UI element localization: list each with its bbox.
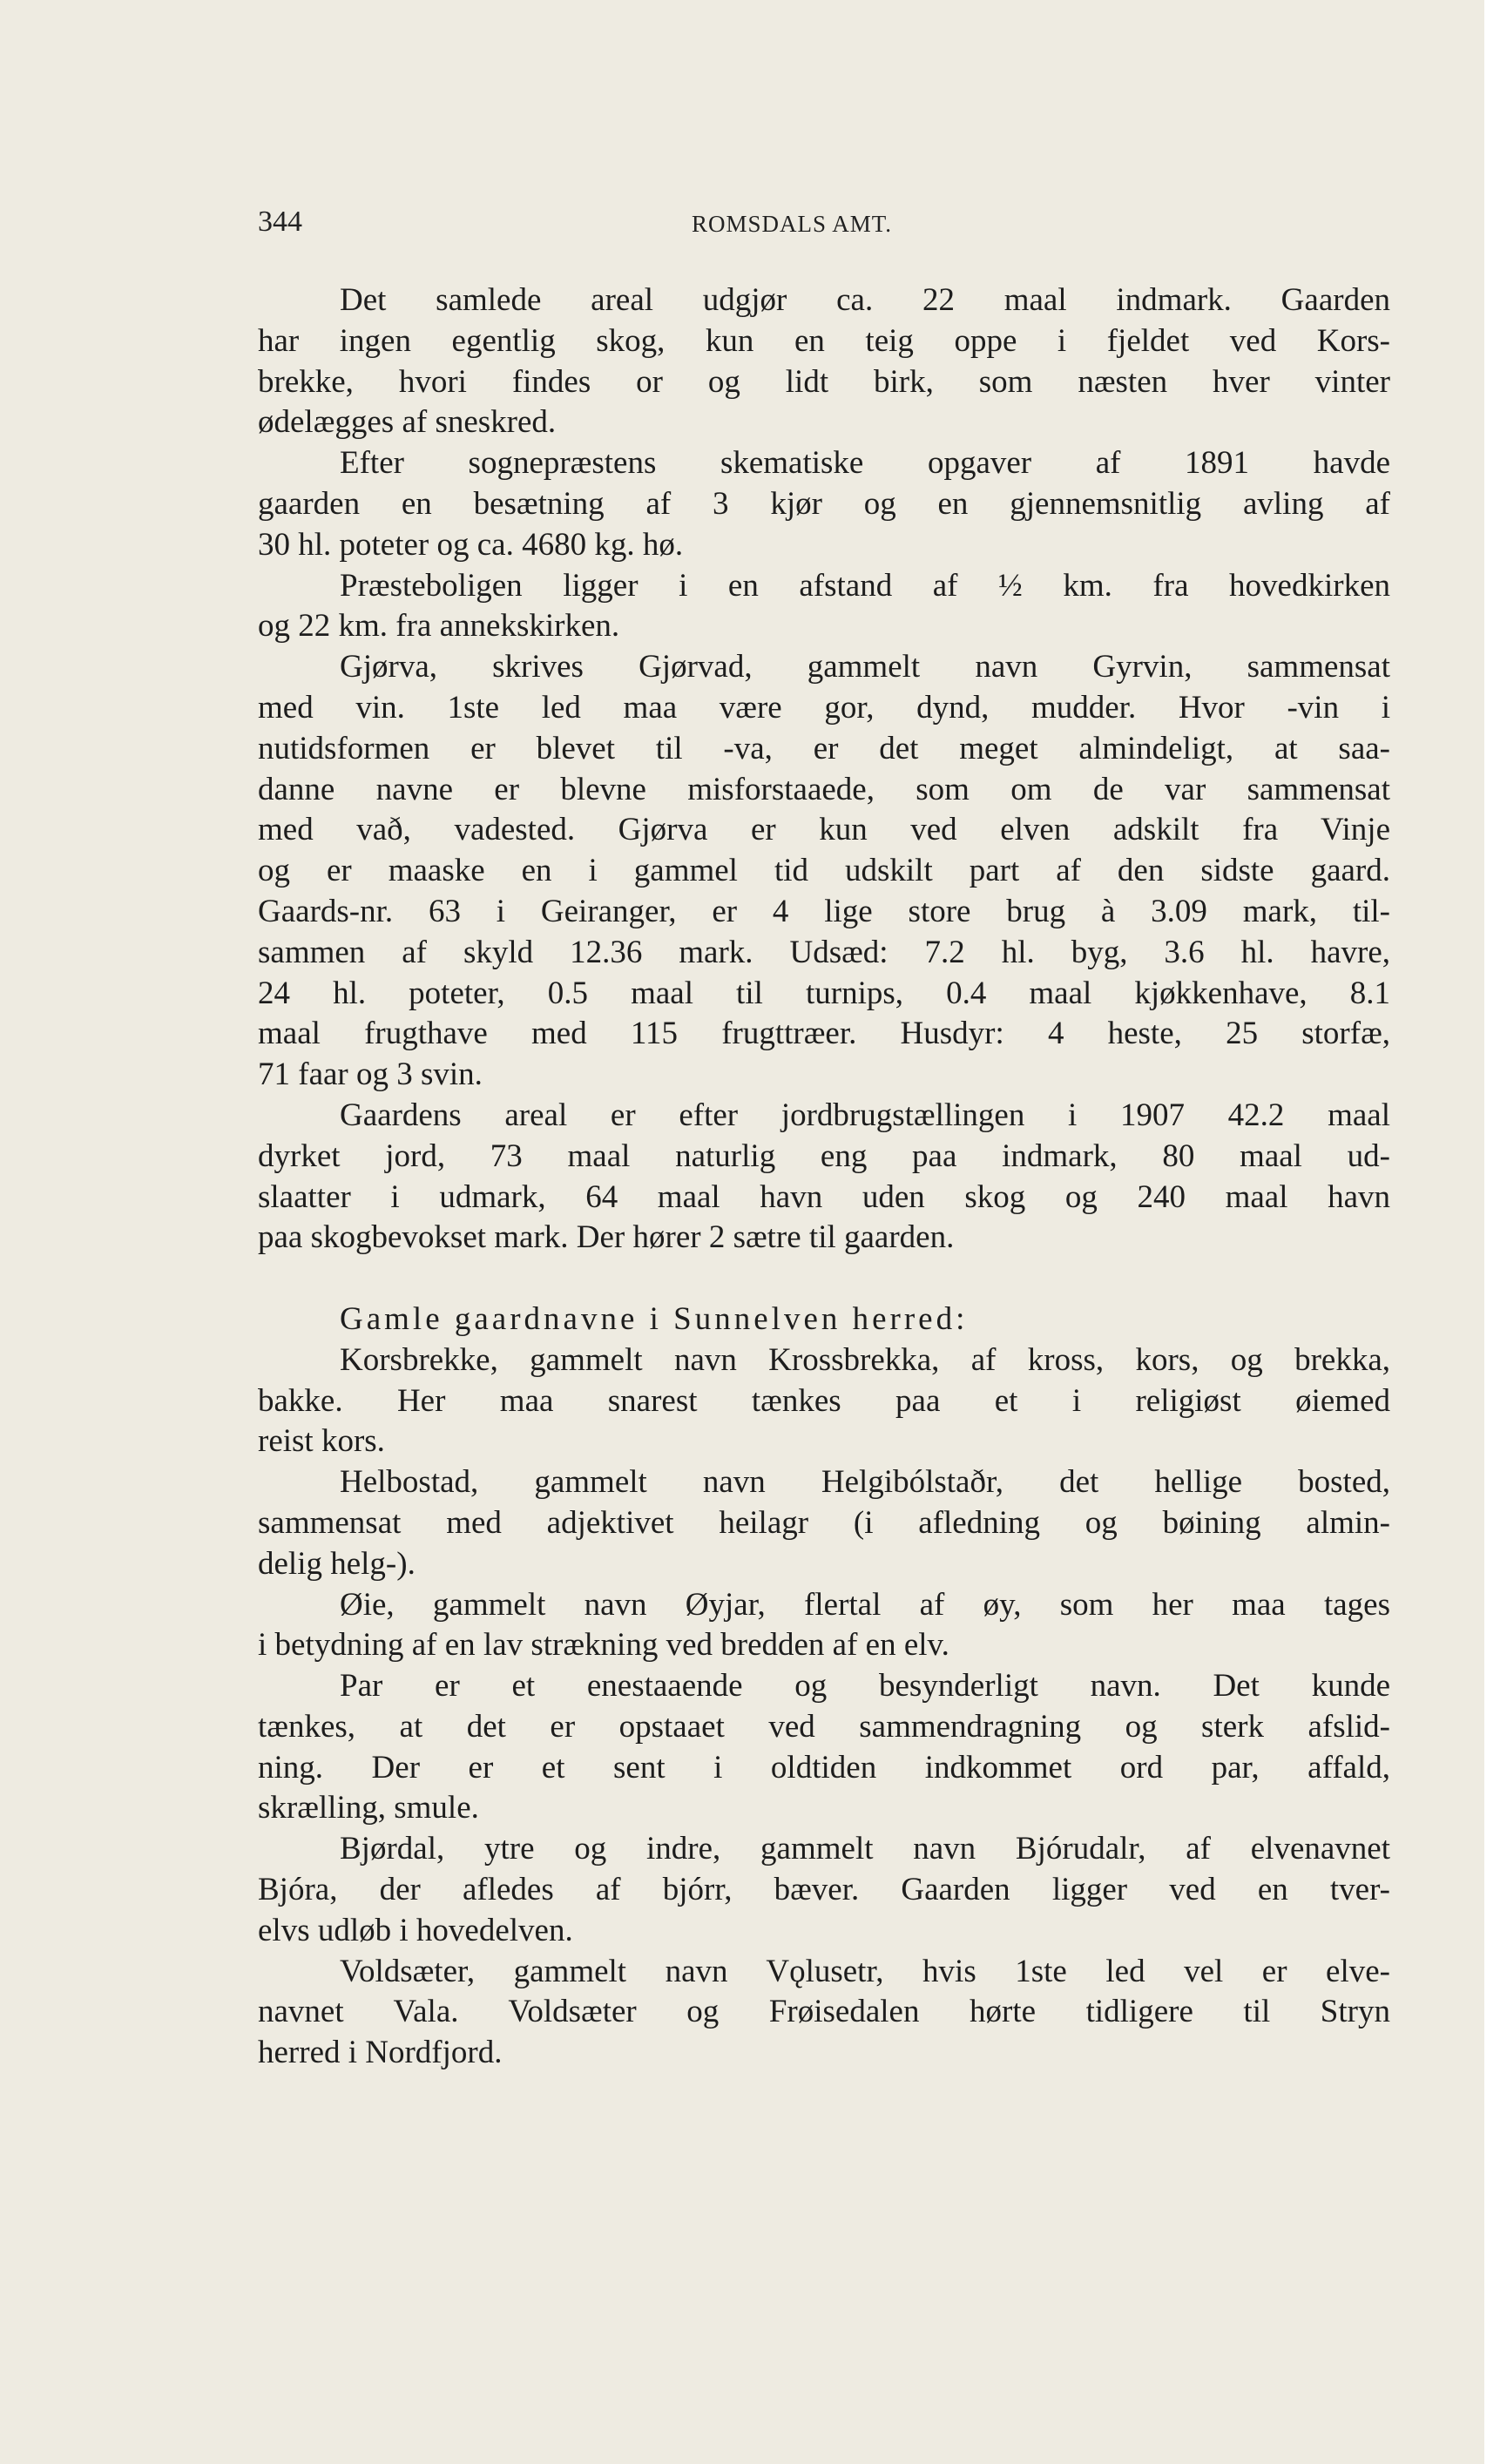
text-line: Det samlede areal udgjør ca. 22 maal indmark. Gaarden bbox=[340, 282, 1390, 318]
text-line: Helbostad, gammelt navn Helgibólstaðr, det hellige bosted, bbox=[340, 1464, 1390, 1501]
text-line: brekke, hvori findes or og lidt birk, som næsten hver vinter bbox=[258, 363, 1390, 400]
page-edge bbox=[1484, 0, 1500, 2464]
text-line: sammen af skyld 12.36 mark. Udsæd: 7.2 hl. byg, 3.6 hl. havre, bbox=[258, 934, 1390, 970]
text-line: Gamle gaardnavne i Sunnelven herred: bbox=[340, 1300, 969, 1337]
text-line: Bjóra, der afledes af bjórr, bæver. Gaarden ligger ved en tver- bbox=[258, 1872, 1390, 1908]
text-line: Korsbrekke, gammelt navn Krossbrekka, af kross, kors, og brekka, bbox=[340, 1341, 1390, 1378]
text-line: reist kors. bbox=[258, 1423, 385, 1460]
text-line: Bjørdal, ytre og indre, gammelt navn Bjórudalr, af elvenavnet bbox=[340, 1831, 1390, 1867]
page-number: 344 bbox=[258, 206, 302, 238]
text-line: dyrket jord, 73 maal naturlig eng paa indmark, 80 maal ud- bbox=[258, 1137, 1390, 1174]
text-line: paa skogbevokset mark. Der hører 2 sætre til gaarden. bbox=[258, 1219, 955, 1256]
text-line: i betydning af en lav strækning ved bredden af en elv. bbox=[258, 1627, 949, 1664]
body-text bbox=[258, 280, 1390, 2074]
text-line: Præsteboligen ligger i en afstand af ½ km. fra hovedkirken bbox=[340, 567, 1390, 604]
text-line: sammensat med adjektivet heilagr (i afledning og bøining almin- bbox=[258, 1504, 1390, 1541]
text-line: gaarden en besætning af 3 kjør og en gjennemsnitlig avling af bbox=[258, 485, 1390, 522]
text-line: og 22 km. fra annekskirken. bbox=[258, 608, 620, 645]
text-line: Voldsæter, gammelt navn Vǫlusetr, hvis 1ste led vel er elve- bbox=[340, 1953, 1390, 1989]
running-head bbox=[258, 206, 1390, 246]
text-line: Gaards-nr. 63 i Geiranger, er 4 lige store brug à 3.09 mark, til- bbox=[258, 893, 1390, 929]
text-line: navnet Vala. Voldsæter og Frøisedalen hørte tidligere til Stryn bbox=[258, 1994, 1390, 2030]
text-line: 71 faar og 3 svin. bbox=[258, 1056, 483, 1093]
page-header-title: ROMSDALS AMT. bbox=[692, 211, 893, 237]
text-line: med vað, vadested. Gjørva er kun ved elven adskilt fra Vinje bbox=[258, 812, 1390, 848]
text-line: elvs udløb i hovedelven. bbox=[258, 1912, 573, 1948]
text-line: nutidsformen er blevet til -va, er det meget almindeligt, at saa- bbox=[258, 730, 1390, 766]
section-gap bbox=[258, 1259, 1390, 1300]
text-line: tænkes, at det er opstaaet ved sammendragning og sterk afslid- bbox=[258, 1708, 1390, 1745]
text-line: Gjørva, skrives Gjørvad, gammelt navn Gyrvin, sammensat bbox=[340, 649, 1390, 685]
text-line: herred i Nordfjord. bbox=[258, 2035, 503, 2071]
text-line: har ingen egentlig skog, kun en teig oppe i fjeldet ved Kors- bbox=[258, 322, 1390, 359]
text-line: ødelægges af sneskred. bbox=[258, 404, 557, 441]
text-line: bakke. Her maa snarest tænkes paa et i religiøst øiemed bbox=[258, 1382, 1390, 1419]
text-line: danne navne er blevne misforstaaede, som om de var sammensat bbox=[258, 771, 1390, 807]
text-line: Gaardens areal er efter jordbrugstællingen i 1907 42.2 maal bbox=[340, 1097, 1390, 1133]
text-line: slaatter i udmark, 64 maal havn uden skog og 240 maal havn bbox=[258, 1178, 1390, 1215]
text-line: Par er et enestaaende og besynderligt navn. Det kunde bbox=[340, 1668, 1390, 1705]
text-line: Efter sognepræstens skematiske opgaver af 1891 havde bbox=[340, 445, 1390, 482]
text-line: Øie, gammelt navn Øyjar, flertal af øy, som her maa tages bbox=[340, 1586, 1390, 1623]
text-line: og er maaske en i gammel tid udskilt part af den sidste gaard. bbox=[258, 853, 1390, 889]
text-line: ning. Der er et sent i oldtiden indkommet ord par, affald, bbox=[258, 1749, 1390, 1786]
text-line: maal frugthave med 115 frugttræer. Husdyr: 4 heste, 25 storfæ, bbox=[258, 1016, 1390, 1052]
text-line: skrælling, smule. bbox=[258, 1790, 479, 1826]
text-line: 24 hl. poteter, 0.5 maal til turnips, 0.4 maal kjøkkenhave, 8.1 bbox=[258, 975, 1390, 1011]
text-line: med vin. 1ste led maa være gor, dynd, mudder. Hvor -vin i bbox=[258, 689, 1390, 726]
text-line: delig helg-). bbox=[258, 1545, 416, 1582]
text-line: 30 hl. poteter og ca. 4680 kg. hø. bbox=[258, 526, 684, 563]
